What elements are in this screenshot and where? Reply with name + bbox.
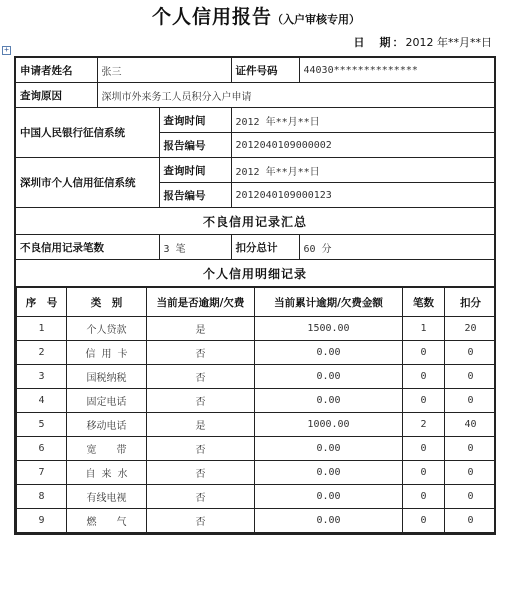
column-header: 笔数 — [403, 288, 445, 317]
row-overdue[interactable]: 否 — [147, 485, 255, 509]
row-number[interactable]: 6 — [17, 437, 67, 461]
reason-row — [15, 83, 495, 108]
deduct-total-value[interactable]: 60 分 — [299, 235, 495, 260]
row-deduct[interactable]: 40 — [445, 413, 496, 437]
detail-title: 个人信用明细记录 — [15, 260, 495, 287]
report-table — [14, 56, 496, 535]
table-row — [17, 365, 496, 389]
row-number[interactable]: 4 — [17, 389, 67, 413]
row-count[interactable]: 0 — [403, 389, 445, 413]
row-category[interactable]: 宽 带 — [67, 437, 147, 461]
row-overdue[interactable]: 否 — [147, 389, 255, 413]
query-time-value[interactable]: 2012 年**月**日 — [231, 158, 495, 183]
bad-count-value[interactable]: 3 笔 — [159, 235, 231, 260]
row-deduct[interactable]: 0 — [445, 341, 496, 365]
table-row — [17, 389, 496, 413]
column-header: 当前累计逾期/欠费金额 — [255, 288, 403, 317]
report-title-main: 个人信用报告 — [151, 6, 272, 28]
table-row — [17, 413, 496, 437]
row-category[interactable]: 有线电视 — [67, 485, 147, 509]
row-number[interactable]: 8 — [17, 485, 67, 509]
row-overdue[interactable]: 是 — [147, 413, 255, 437]
row-overdue[interactable]: 否 — [147, 437, 255, 461]
report-date — [354, 34, 493, 50]
bad-summary-title-row — [15, 208, 495, 235]
query-time-label: 查询时间 — [159, 158, 231, 183]
date-label: 日 期： — [353, 36, 406, 49]
report-subtitle: （入户审核专用） — [272, 13, 360, 26]
id-label: 证件号码 — [231, 57, 299, 83]
row-category[interactable]: 国税纳税 — [67, 365, 147, 389]
row-amount[interactable]: 0.00 — [255, 461, 403, 485]
detail-container-row — [15, 287, 495, 535]
table-row — [17, 437, 496, 461]
row-overdue[interactable]: 否 — [147, 461, 255, 485]
row-category[interactable]: 移动电话 — [67, 413, 147, 437]
detail-container — [15, 287, 495, 535]
row-deduct[interactable]: 0 — [445, 365, 496, 389]
row-count[interactable]: 0 — [403, 485, 445, 509]
row-deduct[interactable]: 20 — [445, 317, 496, 341]
report-no-label: 报告编号 — [159, 133, 231, 158]
row-count[interactable]: 0 — [403, 341, 445, 365]
row-overdue[interactable]: 是 — [147, 317, 255, 341]
row-amount[interactable]: 0.00 — [255, 485, 403, 509]
row-number[interactable]: 9 — [17, 509, 67, 533]
report-title — [0, 2, 512, 29]
row-deduct[interactable]: 0 — [445, 461, 496, 485]
reason-value[interactable]: 深圳市外来务工人员积分入户申请 — [97, 83, 495, 108]
row-deduct[interactable]: 0 — [445, 485, 496, 509]
column-header: 类 别 — [67, 288, 147, 317]
row-overdue[interactable]: 否 — [147, 365, 255, 389]
row-amount[interactable]: 0.00 — [255, 437, 403, 461]
bad-count-label: 不良信用记录笔数 — [15, 235, 159, 260]
table-move-handle-icon[interactable]: + — [2, 46, 11, 55]
row-count[interactable]: 0 — [403, 437, 445, 461]
row-amount[interactable]: 0.00 — [255, 389, 403, 413]
row-amount[interactable]: 1500.00 — [255, 317, 403, 341]
row-number[interactable]: 3 — [17, 365, 67, 389]
row-amount[interactable]: 0.00 — [255, 365, 403, 389]
name-value[interactable]: 张三 — [97, 57, 231, 83]
applicant-row — [15, 57, 495, 83]
table-row — [17, 485, 496, 509]
column-header: 扣分 — [445, 288, 496, 317]
column-header: 当前是否逾期/欠费 — [147, 288, 255, 317]
row-deduct[interactable]: 0 — [445, 509, 496, 533]
detail-title-row — [15, 260, 495, 287]
report-no-value[interactable]: 2012040109000002 — [231, 133, 495, 158]
row-count[interactable]: 1 — [403, 317, 445, 341]
query-time-label: 查询时间 — [159, 108, 231, 133]
row-category[interactable]: 信 用 卡 — [67, 341, 147, 365]
row-category[interactable]: 自 来 水 — [67, 461, 147, 485]
date-value: 2012 年**月**日 — [405, 36, 492, 49]
row-number[interactable]: 2 — [17, 341, 67, 365]
row-count[interactable]: 0 — [403, 509, 445, 533]
row-number[interactable]: 1 — [17, 317, 67, 341]
row-deduct[interactable]: 0 — [445, 389, 496, 413]
deduct-total-label: 扣分总计 — [231, 235, 299, 260]
row-count[interactable]: 2 — [403, 413, 445, 437]
row-category[interactable]: 燃 气 — [67, 509, 147, 533]
table-row — [17, 341, 496, 365]
row-overdue[interactable]: 否 — [147, 509, 255, 533]
table-row — [17, 317, 496, 341]
detail-header-row — [17, 288, 496, 317]
detail-table — [16, 287, 495, 533]
row-number[interactable]: 5 — [17, 413, 67, 437]
name-label: 申请者姓名 — [15, 57, 97, 83]
column-header: 序 号 — [17, 288, 67, 317]
row-category[interactable]: 固定电话 — [67, 389, 147, 413]
row-amount[interactable]: 1000.00 — [255, 413, 403, 437]
row-count[interactable]: 0 — [403, 365, 445, 389]
report-no-value[interactable]: 2012040109000123 — [231, 183, 495, 208]
row-category[interactable]: 个人贷款 — [67, 317, 147, 341]
row-overdue[interactable]: 否 — [147, 341, 255, 365]
reason-label: 查询原因 — [15, 83, 97, 108]
system-row — [15, 158, 495, 183]
id-value[interactable]: 44030************** — [299, 57, 495, 83]
row-number[interactable]: 7 — [17, 461, 67, 485]
bad-summary-row — [15, 235, 495, 260]
system-row — [15, 108, 495, 133]
row-amount[interactable]: 0.00 — [255, 341, 403, 365]
table-row — [17, 461, 496, 485]
row-deduct[interactable]: 0 — [445, 437, 496, 461]
row-amount[interactable]: 0.00 — [255, 509, 403, 533]
row-count[interactable]: 0 — [403, 461, 445, 485]
bad-summary-title: 不良信用记录汇总 — [15, 208, 495, 235]
report-no-label: 报告编号 — [159, 183, 231, 208]
query-time-value[interactable]: 2012 年**月**日 — [231, 108, 495, 133]
system-name: 中国人民银行征信系统 — [15, 108, 159, 158]
table-row — [17, 509, 496, 533]
system-name: 深圳市个人信用征信系统 — [15, 158, 159, 208]
